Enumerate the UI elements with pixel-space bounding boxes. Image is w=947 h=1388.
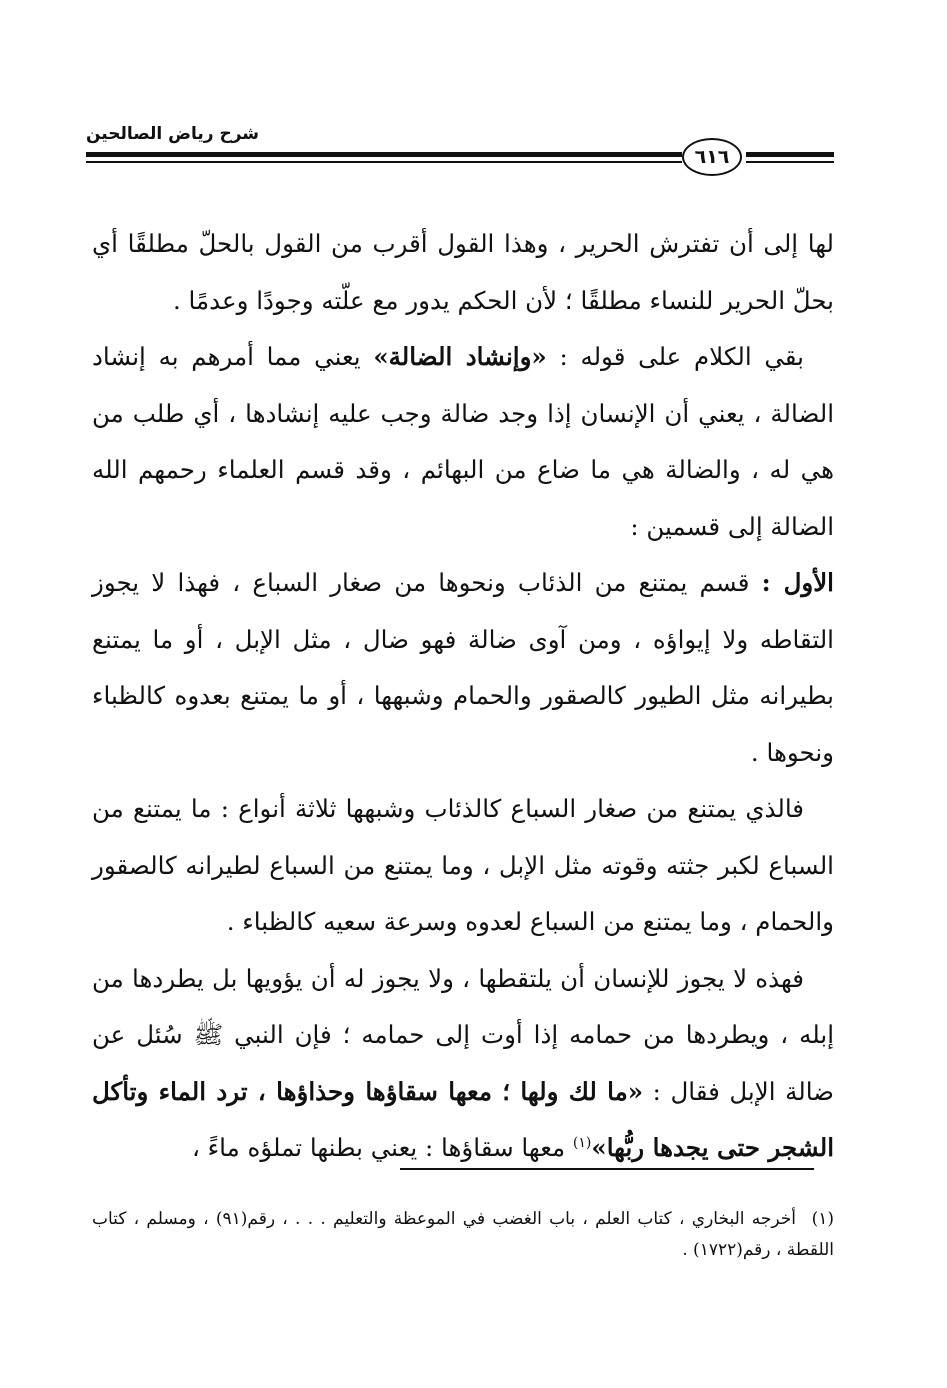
footnote-text: أخرجه البخاري ، كتاب العلم ، باب الغضب في الموعظة والتعليم . . . ، رقم(٩١) ، ومسلم ، كتاب اللقطة ، رقم(١٧٢٢) . xyxy=(92,1209,834,1260)
main-text xyxy=(92,216,834,1177)
page-header xyxy=(86,118,834,178)
footnote xyxy=(92,1204,834,1266)
paragraph xyxy=(92,951,834,1177)
book-title: شرح رياض الصالحين xyxy=(86,124,260,144)
text-span: بقي الكلام على قوله : xyxy=(546,342,804,371)
footnote-reference: (١) xyxy=(572,1134,592,1151)
section-label: الأول : xyxy=(761,568,834,597)
paragraph xyxy=(92,329,834,555)
page-number: ٦١٦ xyxy=(682,138,742,176)
paragraph xyxy=(92,555,834,781)
text-span: قسم يمتنع من الذئاب ونحوها من صغار السباع ، فهذا لا يجوز التقاطه ولا إيواؤه ، ومن آوى ضالة فهو ضال ، مثل الإبل ، أو ما يمتنع بطيرانه مثل الطيور كالصقور والحمام وشبهها ، أو ما يمتنع بعدوه كالظباء ونحوها . xyxy=(92,568,834,767)
footnote-marker: (١) xyxy=(811,1209,834,1229)
hadith-quote: «ما لك ولها ؛ معها سقاؤها وحذاؤها ، ترد الماء وتأكل الشجر حتى يجدها ربُّها» xyxy=(92,1076,834,1162)
footnote-separator xyxy=(400,1168,814,1170)
header-rule xyxy=(86,161,682,163)
header-rule xyxy=(746,161,834,163)
text-span: معها سقاؤها : يعني بطنها تملؤه ماءً ، xyxy=(191,1133,573,1162)
header-rule xyxy=(746,152,834,157)
text-span: يعني مما أمرهم به إنشاد الضالة ، يعني أن الإنسان إذا وجد ضالة وجب عليه إنشادها ، أي طلب من هي له ، والضالة هي ما ضاع من البهائم ، وقد قسم العلماء رحمهم الله الضالة إلى قسمين : xyxy=(92,342,834,541)
text-span: فهذه لا يجوز للإنسان أن يلتقطها ، ولا يجوز له أن يؤويها بل يطردها من إبله ، ويطردها من حمامه إذا أوت إلى حمامه ؛ فإن النبي ﷺ سُئل عن ضالة الإبل فقال : xyxy=(92,963,834,1106)
quoted-text: «وإنشاد الضالة» xyxy=(373,342,547,371)
paragraph: فالذي يمتنع من صغار السباع كالذئاب وشبهها ثلاثة أنواع : ما يمتنع من السباع لكبر جثته وقوته مثل الإبل ، وما يمتنع من السباع لطيرانه كالصقور والحمام ، وما يمتنع من السباع لعدوه وسرعة سعيه كالظباء . xyxy=(92,794,834,936)
paragraph: لها إلى أن تفترش الحرير ، وهذا القول أقرب من القول بالحلّ مطلقًا أي بحلّ الحرير للنساء مطلقًا ؛ لأن الحكم يدور مع علّته وجودًا وعدمًا . xyxy=(92,229,834,315)
header-rule xyxy=(86,152,682,157)
